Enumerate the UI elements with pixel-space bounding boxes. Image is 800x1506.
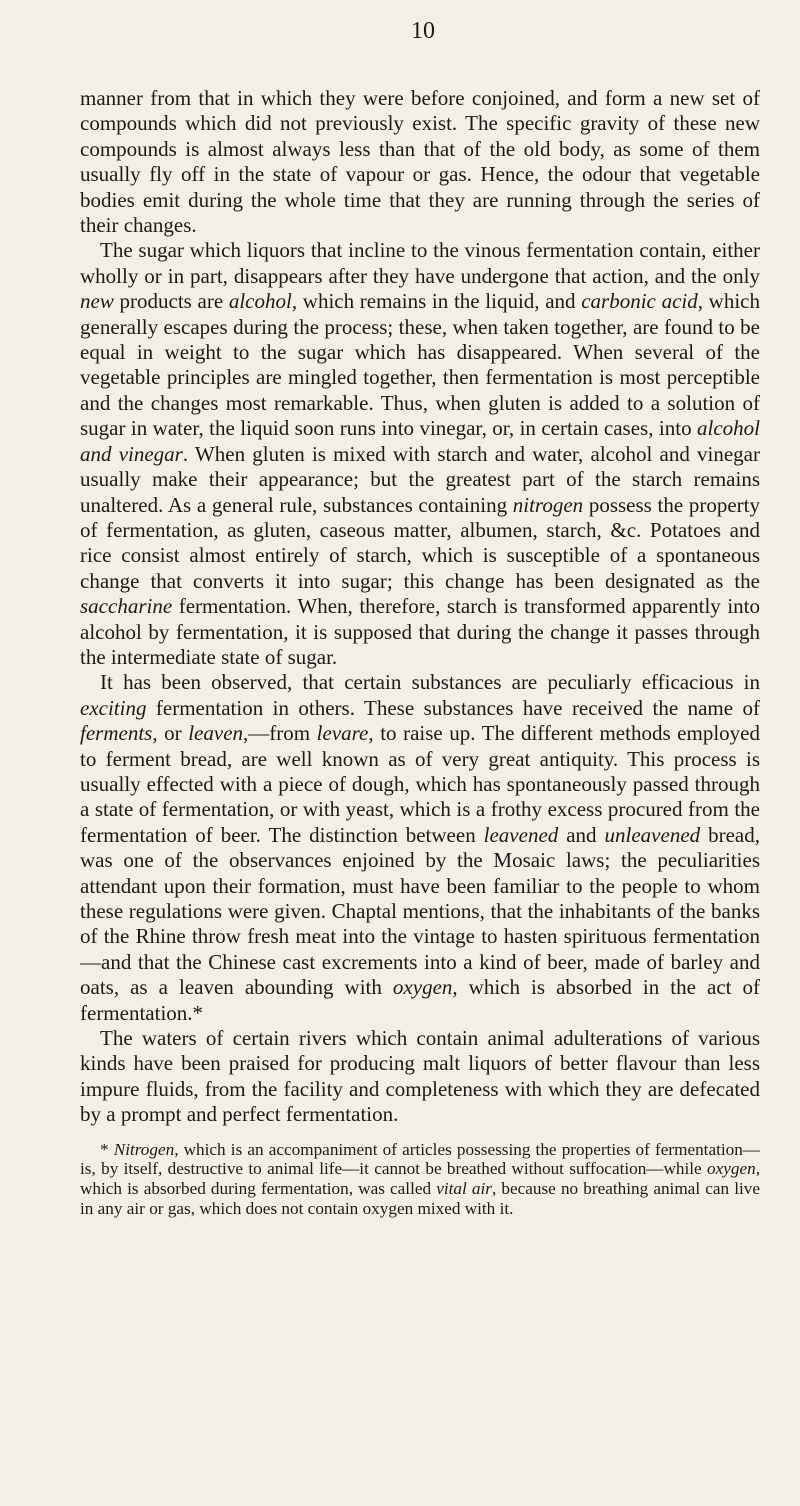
italic-text: alcohol	[228, 289, 292, 314]
text-run: , which is an accompaniment of articles possessing the properties of fermentation—is, by itself, destructive to animal life—it cannot be breathed without suffocation—while	[80, 1139, 760, 1179]
text-run: ,—from	[243, 721, 317, 746]
italic-text: leaven	[188, 721, 244, 746]
paragraph	[80, 1026, 760, 1128]
italic-text: unleavened	[604, 822, 701, 847]
paragraph	[80, 86, 760, 238]
footnote	[80, 1140, 760, 1219]
text-run: and	[558, 822, 605, 847]
italic-text: levare	[316, 721, 369, 746]
text-run: fermentation. When, therefore, starch is transformed apparently into alcohol by fermentation, it is supposed that during the change it passes through the intermediate state of sugar.	[80, 594, 760, 669]
italic-text: alcohol and vinegar	[80, 416, 760, 466]
text-run: , to raise up. The different methods employed to ferment bread, are well known as of very great antiquity. This process is usually effected with a piece of dough, which has spontaneously passed through a state of fermentation, or with yeast, which is a frothy excess procured from the fermentation of beer. The distinction between	[80, 721, 760, 847]
italic-text: new	[80, 289, 114, 314]
text-run: , because no breathing animal can live in any air or gas, which does not contain oxygen mixed with it.	[80, 1179, 760, 1219]
text-run: , or	[152, 721, 189, 746]
italic-text: nitrogen	[512, 492, 584, 517]
text-run: *	[100, 1139, 114, 1159]
text-run: bread, was one of the observances enjoined by the Mosaic laws; the peculiarities attendant upon their formation, must have been familiar to the people to whom these regulations were given. Chaptal mentions, that the inhabitants of the banks of the Rhine throw fresh meat into the vintage to hasten spirituous fermentation—and that the Chinese cast excrements into a kind of beer, made of barley and oats, as a leaven abounding with	[80, 822, 760, 1000]
text-run: It has been observed, that certain substances are peculiarly efficacious in	[100, 670, 760, 695]
italic-text: vital air	[436, 1179, 492, 1199]
italic-text: ferments	[80, 721, 153, 746]
text-run: The sugar which liquors that incline to the vinous fermentation contain, either wholly or in part, disappears after they have undergone that action, and the only	[80, 238, 760, 288]
footnote-text	[80, 1140, 760, 1219]
paragraph	[80, 670, 760, 1026]
italic-text: leavened	[483, 822, 559, 847]
italic-text: oxygen	[707, 1159, 756, 1179]
text-run: fermentation in others. These substances have received the name of	[146, 695, 760, 720]
text-run: . When gluten is mixed with starch and water, alcohol and vinegar usually make their appearance; but the greatest part of the starch remains unaltered. As a general rule, substances containing	[80, 441, 760, 517]
text-run: possess the property of fermentation, as gluten, caseous matter, albumen, starch, &c. Potatoes and rice consist almost entirely of starch, which is susceptible of a spontaneous change that converts it into sugar; this change has been designated as the	[80, 492, 760, 593]
text-run: , which remains in the liquid, and	[291, 289, 582, 314]
text-run: , which generally escapes during the process; these, when taken together, are found to be equal in weight to the sugar which has disappeared. When several of the vegetable principles are mingled together, then fermentation is most perceptible and the changes most remarkable. Thus, when gluten is added to a solution of sugar in water, the liquid soon runs into vinegar, or, in certain cases, into	[80, 289, 760, 441]
text-run: manner from that in which they were before conjoined, and form a new set of compounds which did not previously exist. The specific gravity of these new compounds is almost always less than that of the old body, as some of them usually fly off in the state of vapour or gas. Hence, the odour that vegetable bodies emit during the whole time that they are running through the series of their changes.	[80, 86, 760, 238]
italic-text: saccharine	[80, 594, 173, 619]
text-run: products are	[113, 289, 229, 314]
italic-text: exciting	[80, 695, 147, 720]
page-number: 10	[411, 18, 435, 44]
paragraph	[80, 238, 760, 670]
italic-text: oxygen	[392, 975, 453, 1000]
text-run: , which is absorbed in the act of fermentation.*	[80, 975, 761, 1025]
italic-text: carbonic acid	[581, 289, 698, 314]
body-text	[80, 86, 760, 1128]
italic-text: Nitrogen	[113, 1139, 175, 1159]
text-run: The waters of certain rivers which contain animal adulterations of various kinds have been praised for producing malt liquors of better flavour than less impure fluids, from the facility and completeness with which they are defecated by a prompt and perfect fermentation.	[80, 1026, 760, 1127]
text-run: , which is absorbed during fermentation, was called	[80, 1159, 760, 1199]
